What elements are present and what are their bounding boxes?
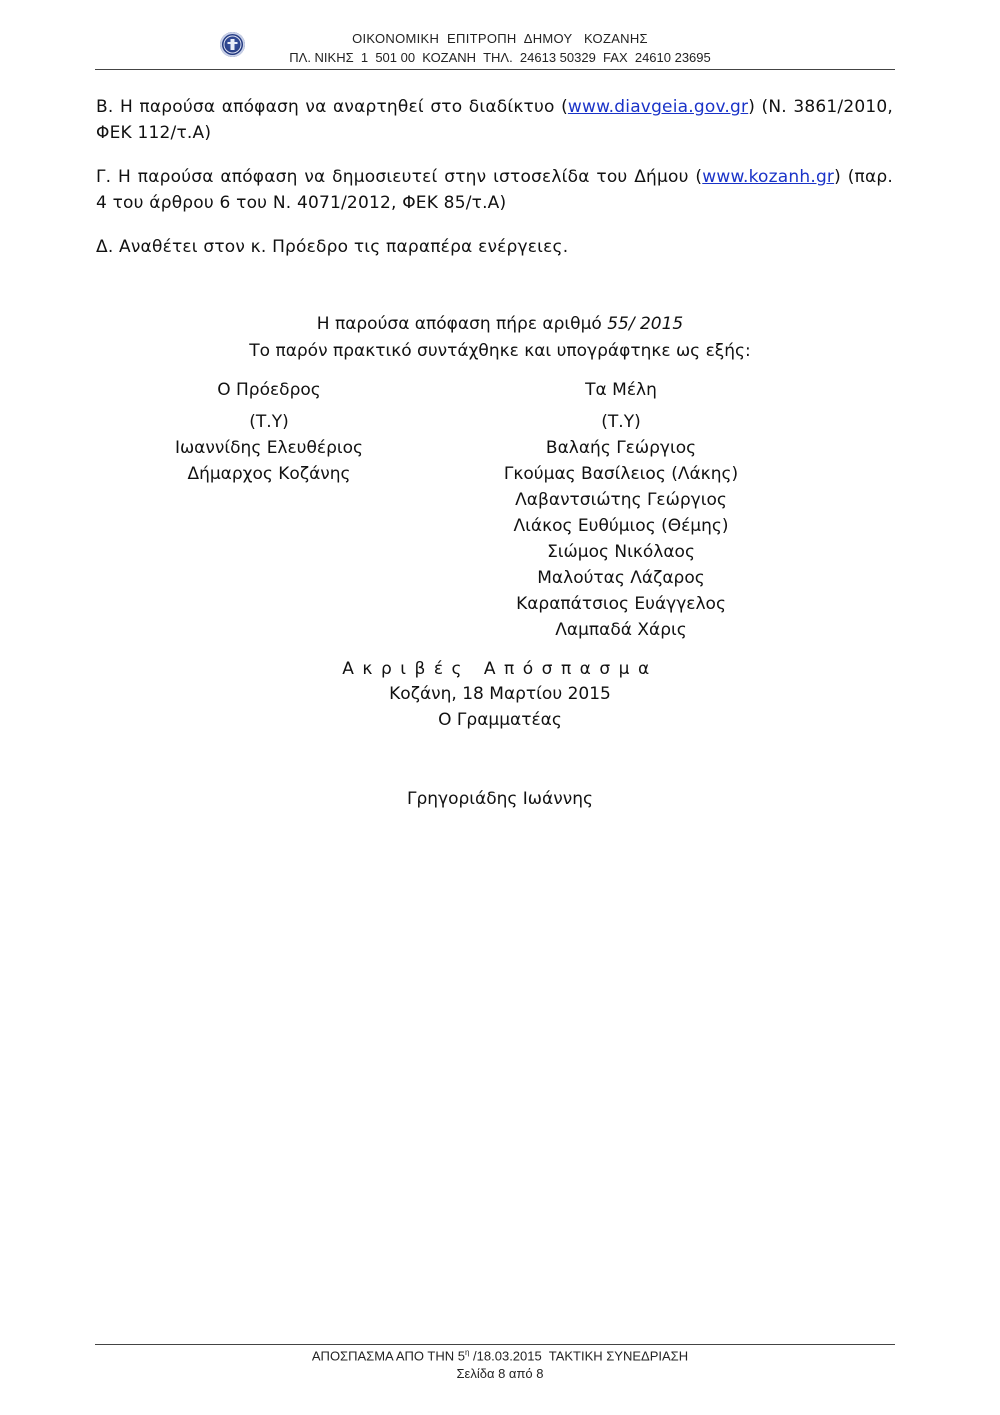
president-signed: (Τ.Υ) [249, 412, 289, 432]
member-name: Μαλούτας Λάζαρος [537, 568, 705, 588]
signed-statement: Το παρόν πρακτικό συντάχθηκε και υπογράφτηκε ως εξής: [249, 341, 751, 361]
header-divider [95, 69, 895, 70]
paragraph-b-text: Β. Η παρούσα απόφαση να αναρτηθεί στο διαδίκτυο ( [96, 97, 568, 117]
diavgeia-link[interactable]: www.diavgeia.gov.gr [567, 97, 749, 117]
footer-session-suffix: /18.03.2015 ΤΑΚΤΙΚΗ ΣΥΝΕΔΡΙΑΣΗ [469, 1348, 689, 1364]
member-name: Λαβαντσιώτης Γεώργιος [515, 490, 727, 510]
paragraph-b [96, 94, 893, 146]
paragraph-g [96, 164, 893, 216]
footer-session-line [200, 1348, 800, 1363]
president-name: Ιωαννίδης Ελευθέριος [174, 438, 364, 458]
header-title: ΟΙΚΟΝΟΜΙΚΗ ΕΠΙΤΡΟΠΗ ΔΗΜΟΥ ΚΟΖΑΝΗΣ [352, 31, 648, 46]
footer-session-prefix: ΑΠΟΣΠΑΣΜΑ ΑΠΟ ΤΗΝ 5 [311, 1348, 465, 1364]
paragraph-g-suffix: ) (παρ. 4 του άρθρου 6 του Ν. 4071/2012, ΦΕΚ 85/τ.Α) [96, 167, 893, 213]
footer-divider [95, 1344, 895, 1345]
secretary-title: Ο Γραμματέας [438, 710, 562, 730]
footer-session-sup: η [464, 1348, 470, 1357]
kozanh-link[interactable]: www.kozanh.gr [702, 167, 835, 187]
paragraph-d: Δ. Αναθέτει στον κ. Πρόεδρο τις παραπέρα ενέργειες. [96, 237, 569, 257]
decision-number: 55/ 2015 [607, 314, 684, 334]
members-block [471, 377, 771, 643]
paragraph-b-suffix: ) (Ν. 3861/2010, ΦΕΚ 112/τ.Α) [96, 97, 893, 143]
member-name: Σιώμος Νικόλαος [547, 542, 695, 562]
secretary-name: Γρηγοριάδης Ιωάννης [406, 789, 593, 809]
decision-number-line [150, 311, 850, 337]
member-name: Γκούμας Βασίλειος (Λάκης) [503, 464, 739, 484]
member-name: Λιάκος Ευθύμιος (Θέμης) [513, 516, 729, 536]
members-title: Τα Μέλη [585, 380, 657, 400]
decision-number-prefix: Η παρούσα απόφαση πήρε αριθμό [316, 314, 608, 334]
header-address: ΠΛ. ΝΙΚΗΣ 1 501 00 ΚΟΖΑΝΗ ΤΗΛ. 24613 50329 FAX 24610 23695 [289, 50, 711, 65]
place-date: Κοζάνη, 18 Μαρτίου 2015 [389, 684, 611, 704]
members-signed: (Τ.Υ) [601, 412, 641, 432]
president-title: Ο Πρόεδρος [217, 380, 321, 400]
member-name: Λαμπαδά Χάρις [555, 620, 687, 640]
member-name: Καραπάτσιος Ευάγγελος [516, 594, 726, 614]
member-name: Βαλαής Γεώργιος [545, 438, 697, 458]
president-block [119, 377, 419, 487]
exact-extract-heading: Ακριβές Απόσπασμα [342, 659, 658, 679]
paragraph-g-text: Γ. Η παρούσα απόφαση να δημοσιευτεί στην ιστοσελίδα του Δήμου ( [96, 167, 703, 187]
president-role: Δήμαρχος Κοζάνης [187, 464, 351, 484]
page-number: Σελίδα 8 από 8 [456, 1366, 544, 1381]
